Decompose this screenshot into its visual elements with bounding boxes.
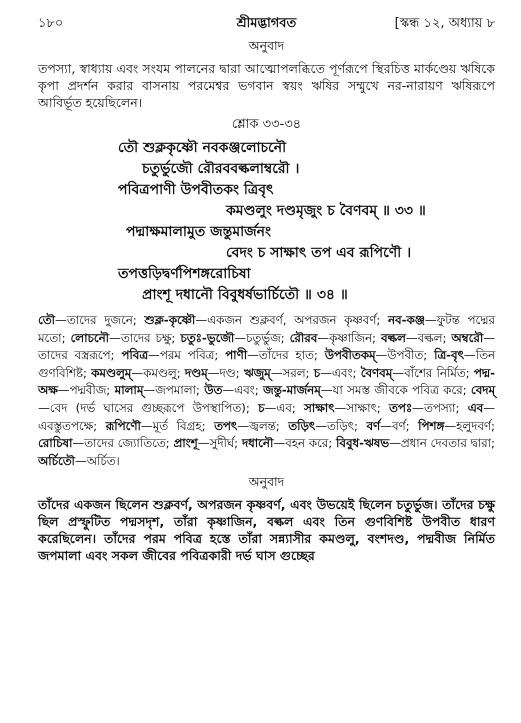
synonym-term: উত [204,383,223,398]
synonym-term: জন্তু-মার্জনম্ [263,383,321,398]
synonym-term: এব [467,400,484,415]
synonyms-paragraph [38,312,495,470]
synonym-term: তড়িৎ [288,418,316,433]
synonym-meaning: —বল্কল; [405,330,452,345]
verse-line: বেদং চ সাক্ষাৎ তপ এব রূপিণৌ । [226,245,412,261]
synonym-meaning: —চতুর্ভুজ; [234,330,290,345]
synonym-meaning: —এবস্তুতপক্ষে; [38,400,496,433]
verse-label: শ্লোক ৩৩-৩৪ [231,117,302,132]
verse-line: চতুর্ভুজৌ রৌরববল্কলাম্বরৌ । [142,161,300,177]
synonym-term: বৈণবম্ [360,365,393,380]
synonym-term: সাক্ষাৎ [304,400,335,415]
synonym-term: পাণী [225,348,248,363]
synonym-term: লোচনৌ [70,330,110,345]
synonym-meaning: —সরল; [270,365,314,380]
verse-block [38,115,495,306]
synonym-meaning: —যা সমস্ত জীবকে পবিত্র করে; [320,383,471,398]
text-line: তাঁদের চক্ষু ছিল প্রস্ফুটিত পদ্মসদৃশ, তাঁরা কৃষ্ণাজিন, বল্কল এবং তিন গুণবিশিষ্ট [38,497,495,530]
verse-line: তপত্তড়িদ্বর্ণপিশঙ্গরোচিষা [118,266,251,282]
synonym-term: বর্ণ [366,418,381,433]
synonym-term: অম্বরৌ [451,330,484,345]
synonym-term: দণ্ডম্ [184,365,208,380]
synonym-term: রূপিণৌ [105,418,141,433]
synonym-term: দধানৌ [241,436,274,451]
synonym-term: শুক্ল-কৃষ্ণৌ [144,313,196,327]
translation-paragraph [38,496,495,564]
synonym-meaning: —বহন করে; [273,436,336,451]
synonym-term: নব-কঞ্জ [388,313,425,327]
synonym-meaning: —উপবীত; [375,348,435,363]
synonym-meaning: —পদ্মবীজ; [57,383,115,398]
synonym-meaning: —তাদের চক্ষু; [109,330,181,345]
top-translation [38,38,495,111]
synonym-meaning: —কমণ্ডলু; [131,365,185,380]
synonym-term: রোচিষা [38,436,73,451]
synonym-meaning: —পরম পবিত্র; [148,348,226,363]
section-heading: অনুবাদ [248,474,285,490]
book-title: শ্রীমদ্ভাগবত [236,16,297,31]
bottom-translation [38,474,495,564]
synonym-meaning: —এবং; [222,383,264,398]
synonym-term: প্রাংশূ [173,436,198,451]
synonym-meaning: —বেদ (দর্ভ ঘাসের গুচ্ছরূপে উপস্থাপিত); [38,400,259,415]
synonym-meaning: —এব; [264,400,304,415]
translation-paragraph [38,60,495,111]
section-heading: অনুবাদ [248,38,285,53]
text-line: সম্মুখে নর-নারায়ণ ঋষিরূপে আবির্ভূত হয়েছিলেন। [38,78,495,110]
verse-line: পবিত্রপাণী উপবীতকং ত্রিবৃৎ [118,182,274,198]
synonym-meaning: —তাঁদের হাত; [247,348,325,363]
synonym-term: কমণ্ডলুম্ [91,365,132,380]
verse-line: কমণ্ডলুং দণ্ডমৃজুং চ বৈণবম্ ॥ ৩৩ ॥ [226,203,426,219]
synonym-meaning: —তাদের জ্যোতিতে; [72,436,174,451]
synonym-term: ঋজুম্ [243,365,271,380]
synonym-meaning: —কৃষ্ণাজিন; [317,330,381,345]
verse-line: পদ্মাক্ষমালামুত জন্তুমার্জনং [126,224,272,240]
synonym-meaning: —প্রধান দেবতার দ্বারা; [389,436,495,451]
synonym-meaning: —হলুদবর্ণ; [444,418,495,433]
synonym-term: চ [258,400,265,415]
synonym-term: পদ্ম-অক্ষ [38,365,495,398]
text-line: মার্কণ্ডেয় ঋষিকে কৃপা প্রদর্শন করার বাসনায় পরমেশ্বর ভগবান স্বয়ং ঋষির [38,61,495,93]
synonym-term: ত্রি-বৃৎ [434,348,464,363]
verse-line: প্রাংশূ দধানৌ বিবুধর্ষভার্চিতৌ ॥ ৩৪ ॥ [142,287,348,303]
synonym-term: বিবুধ-ঋষভ [336,436,390,451]
synonym-meaning: —মূর্ত বিগ্রহ; [140,418,215,433]
verse-text [38,138,495,306]
synonym-meaning: —সুদীর্ঘ; [197,436,242,451]
synonym-term: বল্কল [380,330,406,345]
synonym-meaning: —তড়িৎ; [315,418,367,433]
synonym-meaning: —দণ্ড; [207,365,244,380]
text-line: তাঁদের একজন ছিলেন শুক্লবর্ণ, অপরজন কৃষ্ণবর্ণ, এবং উভয়েই ছিলেন চতুর্ভুজ। [38,497,438,513]
chapter-reference: [স্কন্ধ ১২, অধ্যায় ৮ [394,16,495,31]
synonym-meaning: —অর্চিত। [74,453,120,468]
synonym-meaning: —সাক্ষাৎ; [334,400,390,415]
page-number: ১৮০ [38,16,64,31]
synonym-term: তৌ [38,313,56,327]
synonym-meaning: —বর্ণ; [380,418,419,433]
synonym-term: তপৎ [214,418,238,433]
synonym-meaning: —তাদের দুজনে; [55,313,145,327]
verse-line: তৌ শুক্লকৃষ্ণৌ নবকঞ্জলোচনৌ [118,140,287,156]
synonym-term: মালাম্ [114,383,144,398]
synonym-term: পবিত্র [121,348,149,363]
synonym-term: বেদম্ [470,383,496,398]
page-header [38,8,495,34]
synonym-term: উপবীতকম্ [324,348,376,363]
text-line: তপস্যা, স্বাধ্যায় এবং সংযম পালনের দ্বারা আত্মোপলব্ধিতে পূর্ণরূপে স্থিরচিত্ত [38,61,410,76]
text-line: উপবীত ধারণ করেছিলেন। তাঁদের পরম পবিত্র হস্তে তাঁরা সন্ন্যাসীর কমণ্ডলু, [38,514,495,547]
synonym-term: চতুঃ-ভুজৌ [180,330,235,345]
synonym-term: পিশঙ্গ [418,418,445,433]
synonym-term: তপঃ [389,400,413,415]
synonym-meaning: —বাঁশের নির্মিত; [392,365,474,380]
synonym-meaning: —এবং; [320,365,361,380]
synonym-meaning: —ফুটন্ত পদ্মের মতো; [38,313,495,345]
synonym-term: চ [313,365,321,380]
synonym-term: রৌরব [289,330,318,345]
text-line: বংশদণ্ড, পদ্মবীজ নির্মিত জপমালা এবং সকল জীবের পবিত্রকারী দর্ভ ঘাস গুচ্ছের [38,531,495,564]
synonym-meaning: —তাদের বস্ত্ররূপে; [38,330,495,363]
synonym-meaning: —তিন গুণবিশিষ্ট; [38,348,495,380]
synonym-term: অর্চিতৌ [38,453,75,468]
synonym-meaning: —জপমালা; [143,383,205,398]
synonym-meaning: —জ্বলন্ত; [237,418,289,433]
synonym-meaning: —তপস্যা; [412,400,468,415]
synonym-meaning: —একজন শুক্লবর্ণ, অপরজন কৃষ্ণবর্ণ; [195,313,389,327]
